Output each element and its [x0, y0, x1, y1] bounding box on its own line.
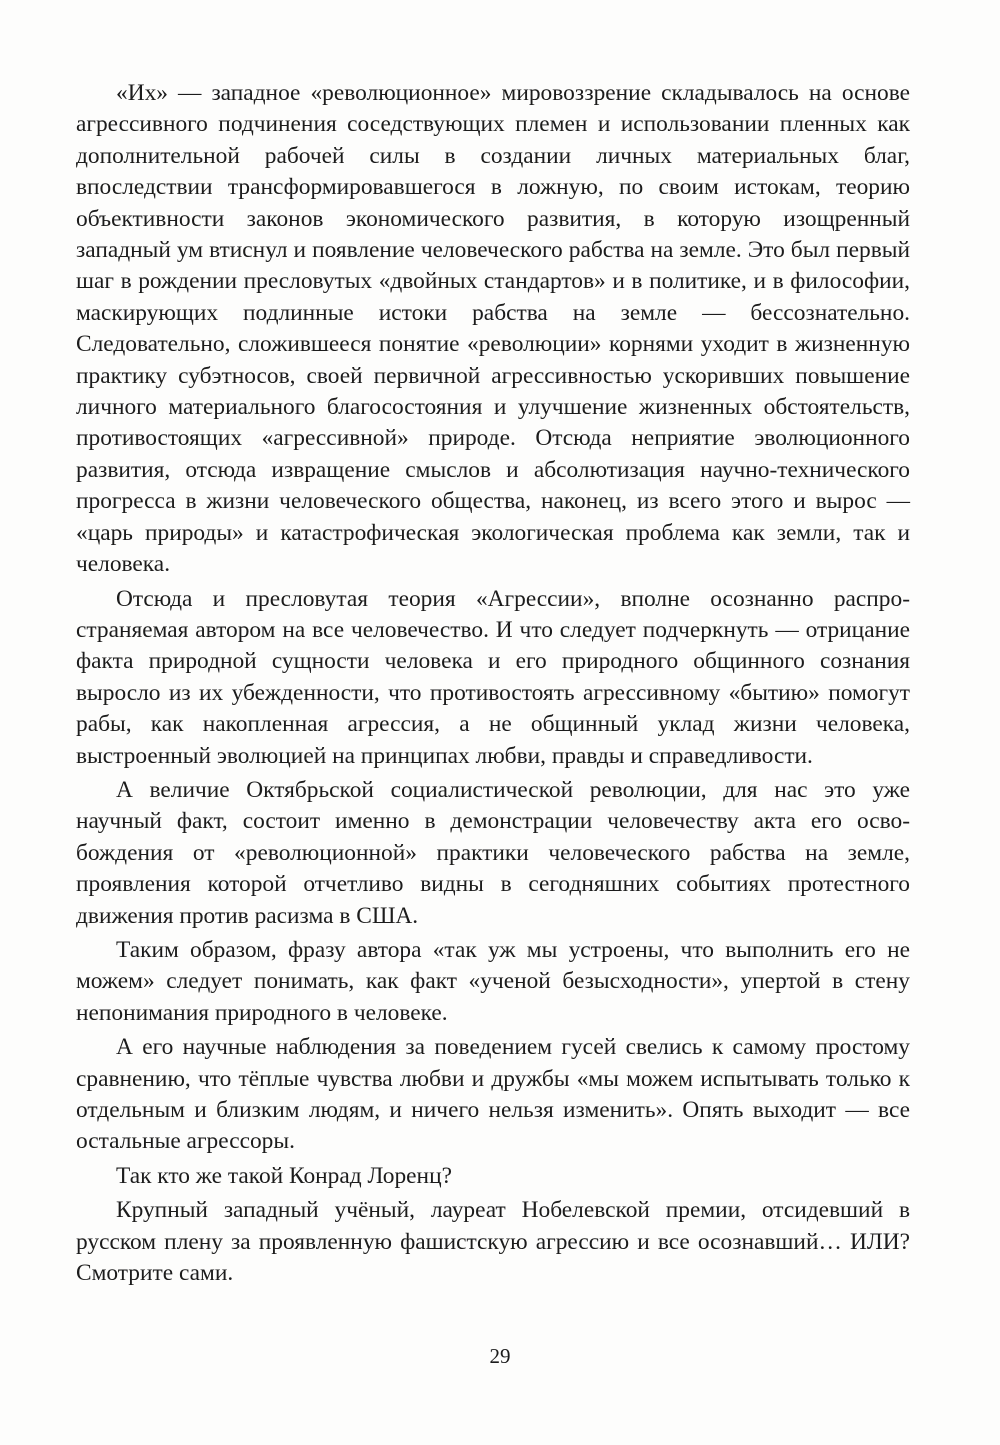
- body-text: [76, 78, 910, 1292]
- paragraph-4: Таким образом, фразу автора «так уж мы устроены, что выполнить его не можем» следует понимать, как факт «ученой безысходности», упертой в стену непонимания природного в человеке.: [76, 936, 910, 1026]
- paragraph-3: А величие Октябрьской социалистической революции, для нас это уже научный факт, состоит именно в демонстрации человечеству акта его освобождения от «революционной» практики человеческого рабства на земле, проявления которой отчетливо видны в сегодняшних событиях протестного движения против расизма в США.: [76, 776, 910, 929]
- paragraph-5: А его научные наблюдения за поведением гусей свелись к самому простому сравнению, что тёплые чувства любви и дружбы «мы можем испытывать только к отдельным и близким людям, и ничего нельзя изменить». Опять выходит — все остальные агрессоры.: [76, 1034, 910, 1155]
- paragraph-2: Отсюда и пресловутая теория «Агрессии», вполне осознанно распространяемая автором на все человечество. И что следует подчеркнуть — отрицание факта природной сущности человека и его природного общинного сознания выросло из их убежденности, что противостоять агрессивному «бытию» помогут рабы, как накопленная агрессия, а не общинный уклад жизни человека, выстроенный эволюцией на принципах любви, правды и справедливости.: [76, 585, 910, 769]
- paragraph-7: Крупный западный учёный, лауреат Нобелевской премии, отсидевший в русском плену за проявленную фашистскую агрессию и все осознавший… ИЛИ? Смотрите сами.: [76, 1197, 910, 1287]
- page-number: 29: [489, 1344, 511, 1368]
- paragraph-1: «Их» — западное «революционное» мировоззрение складывалось на основе агрессивного подчинения соседствующих племен и использовании пленных как дополнительной рабочей силы в создании личных материальных благ, впоследствии трансформировавшегося в ложную, по своим истокам, теорию объективности законов экономического развития, в которую изощренный западный ум втиснул и появление человеческого рабства на земле. Это был первый шаг в рождении пресловутых «двойных стандартов» и в политике, и в философии, маскирующих подлинные истоки рабства на земле — бессознательно. Следовательно, сложившееся понятие «революции» корнями уходит в жизненную практику субэтносов, своей первичной агрессивностью ускоривших повышение личного материального благосостояния и улучшение жизненных обстоятельств, противостоящих «агрессивной» природе. Отсюда неприятие эволюционного развития, отсюда извращение смыслов и абсолютизация научно-технического прогресса в жизни человеческого общества, наконец, из всего этого и вырос — «царь природы» и катастрофическая экологическая проблема как земли, так и человека.: [76, 80, 910, 578]
- paragraph-6: Так кто же такой Конрад Лоренц?: [116, 1162, 452, 1189]
